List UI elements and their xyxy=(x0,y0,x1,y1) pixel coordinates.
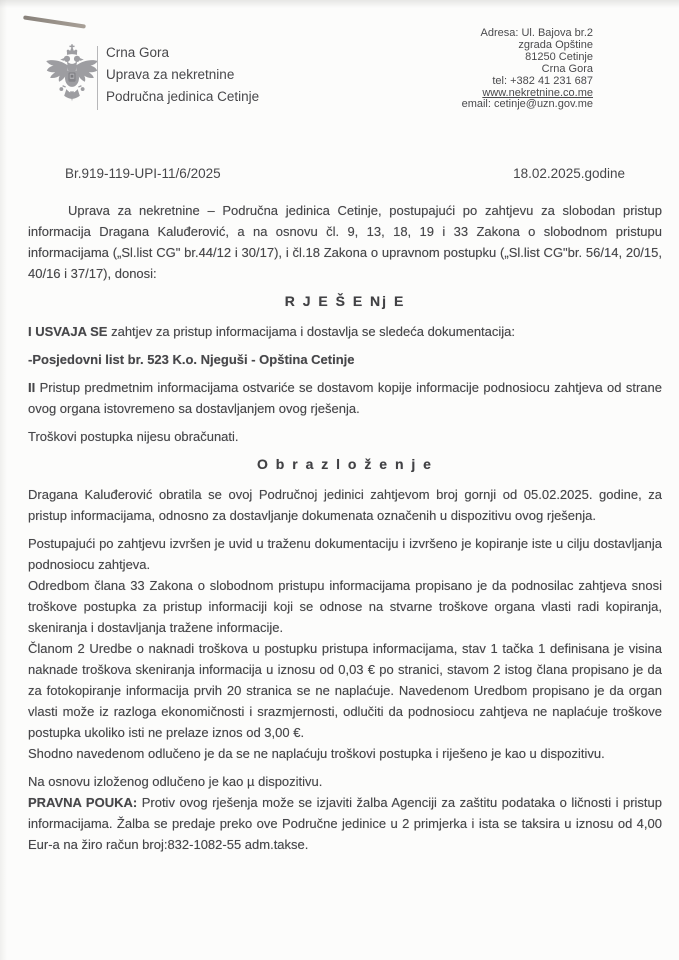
rationale-paragraph-3: Odredbom člana 33 Zakona o slobodnom pristupu informacijama propisano je da podnosilac zahtjeva snosi troškove postupka za pristup informaciji koji se odnose na stvarne troškove organa vlasti radi kopiranja, skeniranja i dostavljanja tražene informacije. xyxy=(28,578,662,635)
organization-block xyxy=(106,42,259,108)
document-date: 18.02.2025.godine xyxy=(513,166,625,181)
reference-row xyxy=(65,166,625,181)
decision-heading: R J E Š E Nj E xyxy=(284,293,406,309)
decision-point-1 xyxy=(28,321,662,342)
rationale-paragraph-4: Članom 2 Uredbe o naknadi troškova u postupku pristupa informacijama, stav 1 tačka 1 definisana je visina naknade troškova skeniranja informacija u iznosu od 0,03 € po stranici, stavom 2 istog člana propisano je da za fotokopiranje informacija prvih 20 stranica se ne naplaćuje. Navedenom Uredbom propisano je da organ vlasti može iz razloga ekonomičnosti i srazmjernosti, odlučiti da podnosiocu zahtjeva ne naplaćuje troškove postupka ukoliko isti ne prelaze iznos od 3,00 €. xyxy=(28,641,662,740)
scan-edge-shadow-top xyxy=(0,0,679,8)
rationale-paragraph-6: Na osnovu izloženog odlučeno je kao µ dispozitivu. xyxy=(28,774,323,789)
montenegro-coat-of-arms-icon xyxy=(44,43,100,115)
document-body xyxy=(28,200,662,862)
rationale-paragraph-1: Dragana Kaluđerović obratila se ovoj Područnoj jedinici zahtjevom broj gornji od 05.02.2025. godine, za pristup informacijama, odnosno za dostavljanje dokumenata označenih u dispozitivu ovog rješenja. xyxy=(28,487,662,523)
legal-remedy-paragraph xyxy=(28,792,662,855)
letterhead-divider xyxy=(97,46,98,110)
address-phone: tel: +382 41 231 687 xyxy=(492,74,593,87)
rationale-paragraph-2: Postupajući po zahtjevu izvršen je uvid u traženu dokumentaciju i izvršeno je kopiranje iste u cilju dostavljanja podnosiocu zahtjeva. xyxy=(28,536,662,572)
address-building: zgrada Opštine xyxy=(518,38,593,51)
costs-note: Troškovi postupka nijesu obračunati. xyxy=(28,429,239,444)
scan-edge-shadow-left xyxy=(0,0,7,960)
address-postal-city: 81250 Cetinje xyxy=(525,50,593,63)
legal-remedy-text: Protiv ovog rješenja može se izjaviti žalba Agenciji za zaštitu podataka o ličnosti i pristup informacijama. Žalba se predaje preko ove Područne jedinice u 2 primjerka i ista se taksira u iznosu od 4,00 Eur-a na žiro račun broj:832-1082-55 adm.takse. xyxy=(28,795,662,852)
email-address: email: cetinje@uzn.gov.me xyxy=(461,98,593,111)
decision-point-2 xyxy=(28,377,662,419)
rationale-paragraph-5: Shodno navedenom odlučeno je da se ne naplaćuju troškovi postupka i riješeno je kao u dispozitivu. xyxy=(28,746,605,761)
rationale-heading: O b r a z l o ž e n j e xyxy=(257,456,433,472)
point2-text: Pristup predmetnim informacijama ostvariće se dostavom kopije informacije podnosiocu zahtjeva od strane ovog organa istovremeno sa dostavljanjem ovog rješenja. xyxy=(28,380,662,416)
address-country: Crna Gora xyxy=(541,62,593,75)
legal-remedy-lead: PRAVNA POUKA: xyxy=(28,795,138,810)
address-block xyxy=(462,28,593,111)
website-url: www.nekretnine.co.me xyxy=(482,86,593,99)
org-unit: Područna jedinica Cetinje xyxy=(106,89,260,104)
org-country: Crna Gora xyxy=(106,45,170,60)
org-agency: Uprava za nekretnine xyxy=(106,67,235,82)
point1-lead: I USVAJA SE xyxy=(28,324,108,339)
pen-mark xyxy=(23,15,86,28)
point1-text: zahtjev za pristup informacijama i dostavlja se sledeća dokumentacija: xyxy=(111,324,516,339)
document-item: -Posjedovni list br. 523 K.o. Njeguši - Opština Cetinje xyxy=(28,352,355,367)
reference-number: Br.919-119-UPI-11/6/2025 xyxy=(65,166,221,181)
address-street: Adresa: Ul. Bajova br.2 xyxy=(480,27,593,39)
point2-lead: II xyxy=(28,380,36,395)
intro-paragraph: Uprava za nekretnine – Područna jedinica Cetinje, postupajući po zahtjevu za slobodan pristup informacija Dragana Kaluđerović, a na osnovu čl. 9, 13, 18, 19 i 33 Zakona o slobodnom pristupu informacijama („Sl.list CG" br.44/12 i 30/17), i čl.18 Zakona o upravnom postupku („Sl.list CG"br. 56/14, 20/15, 40/16 i 37/17), donosi: xyxy=(28,203,662,281)
